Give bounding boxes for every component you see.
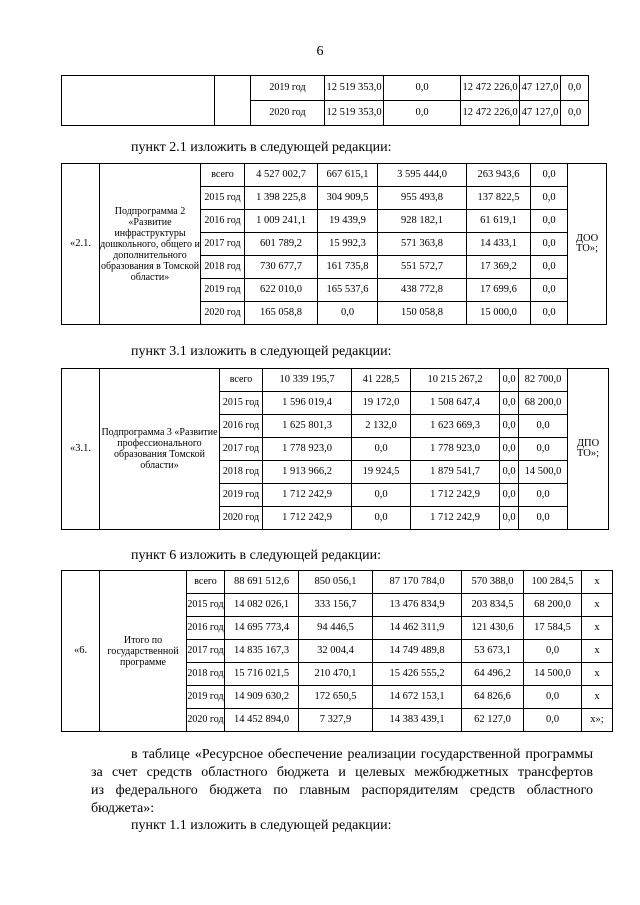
year-cell: 2016 год [201, 210, 245, 233]
value-cell: 667 615,1 [318, 164, 378, 187]
value-cell: 19 924,5 [352, 461, 411, 484]
value-cell: 0,0 [519, 438, 568, 461]
value-cell: 0,0 [561, 76, 589, 101]
executor-cell: х [582, 617, 613, 640]
value-cell: 17 699,6 [467, 279, 531, 302]
value-cell: 62 127,0 [462, 709, 524, 732]
year-cell: 2017 год [187, 640, 225, 663]
value-cell: 1 625 801,3 [263, 415, 352, 438]
value-cell: 13 476 834,9 [373, 594, 462, 617]
value-cell: 68 200,0 [524, 594, 582, 617]
section-6-table [61, 570, 613, 732]
year-cell: всего [187, 571, 225, 594]
value-cell: 0,0 [531, 187, 568, 210]
year-cell: 2019 год [201, 279, 245, 302]
value-cell: 32 004,4 [299, 640, 373, 663]
value-cell: 68 200,0 [519, 392, 568, 415]
value-cell: 955 493,8 [378, 187, 467, 210]
value-cell: 203 834,5 [462, 594, 524, 617]
value-cell: 1 712 242,9 [411, 484, 500, 507]
empty-cell [62, 76, 215, 126]
value-cell: 601 789,2 [245, 233, 318, 256]
value-cell: 850 056,1 [299, 571, 373, 594]
value-cell: 0,0 [500, 484, 519, 507]
top-table [61, 75, 589, 126]
value-cell: 14 695 773,4 [225, 617, 299, 640]
value-cell: 1 712 242,9 [411, 507, 500, 530]
value-cell: 15 716 021,5 [225, 663, 299, 686]
value-cell: 172 650,5 [299, 686, 373, 709]
value-cell: 0,0 [352, 507, 411, 530]
value-cell: 150 058,8 [378, 302, 467, 325]
value-cell: 7 327,9 [299, 709, 373, 732]
value-cell: 1 623 669,3 [411, 415, 500, 438]
value-cell: 53 673,1 [462, 640, 524, 663]
value-cell: 0,0 [318, 302, 378, 325]
value-cell: 4 527 002,7 [245, 164, 318, 187]
value-cell: 14 835 167,3 [225, 640, 299, 663]
value-cell: 438 772,8 [378, 279, 467, 302]
value-cell: 10 215 267,2 [411, 369, 500, 392]
value-cell: 0,0 [524, 640, 582, 663]
executor-cell: х [582, 571, 613, 594]
year-cell: 2020 год [251, 101, 325, 126]
value-cell: 14 082 026,1 [225, 594, 299, 617]
year-cell: 2017 год [220, 438, 263, 461]
value-cell: 0,0 [500, 461, 519, 484]
table-row [62, 76, 589, 101]
value-cell: 1 398 225,8 [245, 187, 318, 210]
value-cell: 165 058,8 [245, 302, 318, 325]
value-cell: 0,0 [352, 484, 411, 507]
value-cell: 14 462 311,9 [373, 617, 462, 640]
year-cell: 2020 год [201, 302, 245, 325]
year-cell: всего [201, 164, 245, 187]
value-cell: 0,0 [519, 507, 568, 530]
year-cell: 2020 год [187, 709, 225, 732]
executor-cell: х [582, 594, 613, 617]
value-cell: 137 822,5 [467, 187, 531, 210]
section-3-1-table [61, 368, 609, 530]
closing-line-4: бюджета»: [91, 801, 155, 816]
table-row [62, 164, 607, 187]
value-cell: 61 619,1 [467, 210, 531, 233]
program-name: Подпрограмма 2 «Развитие инфраструктуры дошкольного, общего и дополнительного образования в Томской области» [100, 164, 201, 325]
program-name: Итого по государственной программе [100, 571, 187, 732]
value-cell: 0,0 [519, 484, 568, 507]
value-cell: 0,0 [531, 164, 568, 187]
value-cell: 100 284,5 [524, 571, 582, 594]
year-cell: 2015 год [187, 594, 225, 617]
item-number: «3.1. [62, 369, 100, 530]
value-cell: 15 426 555,2 [373, 663, 462, 686]
year-cell: всего [220, 369, 263, 392]
value-cell: 14 749 489,8 [373, 640, 462, 663]
value-cell: 0,0 [500, 392, 519, 415]
value-cell: 19 439,9 [318, 210, 378, 233]
executor-cell: ДОО ТО»; [568, 164, 607, 325]
executor-cell: ДПО ТО»; [568, 369, 609, 530]
item-number: «6. [62, 571, 100, 732]
executor-cell: х»; [582, 709, 613, 732]
section-3-1-intro: пункт 3.1 изложить в следующей редакции: [131, 344, 392, 359]
value-cell: 12 519 353,0 [325, 101, 384, 126]
value-cell: 1 009 241,1 [245, 210, 318, 233]
value-cell: 0,0 [384, 101, 461, 126]
section-2-1-intro: пункт 2.1 изложить в следующей редакции: [131, 140, 392, 155]
value-cell: 0,0 [531, 279, 568, 302]
year-cell: 2018 год [220, 461, 263, 484]
year-cell: 2015 год [201, 187, 245, 210]
value-cell: 928 182,1 [378, 210, 467, 233]
executor-cell: х [582, 640, 613, 663]
closing-line-1: в таблице «Ресурсное обеспечение реализации государственной программы [131, 747, 593, 762]
value-cell: 551 572,7 [378, 256, 467, 279]
value-cell: 730 677,7 [245, 256, 318, 279]
value-cell: 19 172,0 [352, 392, 411, 415]
value-cell: 0,0 [561, 101, 589, 126]
item-number: «2.1. [62, 164, 100, 325]
year-cell: 2019 год [187, 686, 225, 709]
value-cell: 2 132,0 [352, 415, 411, 438]
value-cell: 47 127,0 [520, 101, 561, 126]
value-cell: 14 500,0 [519, 461, 568, 484]
value-cell: 0,0 [500, 369, 519, 392]
value-cell: 0,0 [519, 415, 568, 438]
value-cell: 1 778 923,0 [263, 438, 352, 461]
value-cell: 0,0 [384, 76, 461, 101]
executor-cell: х [582, 663, 613, 686]
empty-cell [215, 76, 251, 126]
executor-cell: х [582, 686, 613, 709]
value-cell: 570 388,0 [462, 571, 524, 594]
value-cell: 14 383 439,1 [373, 709, 462, 732]
value-cell: 17 584,5 [524, 617, 582, 640]
value-cell: 14 452 894,0 [225, 709, 299, 732]
value-cell: 14 672 153,1 [373, 686, 462, 709]
value-cell: 14 909 630,2 [225, 686, 299, 709]
value-cell: 0,0 [500, 507, 519, 530]
closing-line-2: за счет средств областного бюджета и целевых межбюджетных трансфертов [91, 765, 593, 780]
value-cell: 1 913 966,2 [263, 461, 352, 484]
table-row [62, 369, 609, 392]
value-cell: 47 127,0 [520, 76, 561, 101]
value-cell: 0,0 [500, 415, 519, 438]
value-cell: 0,0 [531, 233, 568, 256]
year-cell: 2016 год [187, 617, 225, 640]
value-cell: 121 430,6 [462, 617, 524, 640]
value-cell: 0,0 [531, 302, 568, 325]
year-cell: 2020 год [220, 507, 263, 530]
value-cell: 12 472 226,0 [461, 101, 520, 126]
value-cell: 94 446,5 [299, 617, 373, 640]
value-cell: 161 735,8 [318, 256, 378, 279]
value-cell: 64 826,6 [462, 686, 524, 709]
value-cell: 0,0 [531, 210, 568, 233]
value-cell: 82 700,0 [519, 369, 568, 392]
value-cell: 0,0 [352, 438, 411, 461]
value-cell: 1 712 242,9 [263, 484, 352, 507]
value-cell: 1 712 242,9 [263, 507, 352, 530]
value-cell: 87 170 784,0 [373, 571, 462, 594]
value-cell: 3 595 444,0 [378, 164, 467, 187]
closing-last-paragraph: пункт 1.1 изложить в следующей редакции: [131, 818, 392, 833]
program-name: Подпрограмма 3 «Развитие профессионального образования Томской области» [100, 369, 220, 530]
value-cell: 1 508 647,4 [411, 392, 500, 415]
section-2-1-table [61, 163, 607, 325]
value-cell: 17 369,2 [467, 256, 531, 279]
year-cell: 2018 год [201, 256, 245, 279]
value-cell: 571 363,8 [378, 233, 467, 256]
value-cell: 0,0 [531, 256, 568, 279]
value-cell: 1 879 541,7 [411, 461, 500, 484]
value-cell: 14 433,1 [467, 233, 531, 256]
year-cell: 2015 год [220, 392, 263, 415]
value-cell: 14 500,0 [524, 663, 582, 686]
value-cell: 12 519 353,0 [325, 76, 384, 101]
value-cell: 1 778 923,0 [411, 438, 500, 461]
year-cell: 2018 год [187, 663, 225, 686]
table-row [62, 571, 613, 594]
closing-line-3: из федерального бюджета по главным распорядителям средств областного [91, 783, 593, 798]
year-cell: 2019 год [220, 484, 263, 507]
value-cell: 333 156,7 [299, 594, 373, 617]
value-cell: 64 496,2 [462, 663, 524, 686]
value-cell: 10 339 195,7 [263, 369, 352, 392]
value-cell: 165 537,6 [318, 279, 378, 302]
value-cell: 88 691 512,6 [225, 571, 299, 594]
value-cell: 0,0 [524, 686, 582, 709]
year-cell: 2016 год [220, 415, 263, 438]
value-cell: 41 228,5 [352, 369, 411, 392]
value-cell: 1 596 019,4 [263, 392, 352, 415]
value-cell: 263 943,6 [467, 164, 531, 187]
value-cell: 15 992,3 [318, 233, 378, 256]
value-cell: 622 010,0 [245, 279, 318, 302]
value-cell: 12 472 226,0 [461, 76, 520, 101]
value-cell: 210 470,1 [299, 663, 373, 686]
value-cell: 0,0 [524, 709, 582, 732]
page-number: 6 [316, 44, 324, 59]
year-cell: 2019 год [251, 76, 325, 101]
value-cell: 0,0 [500, 438, 519, 461]
section-6-intro: пункт 6 изложить в следующей редакции: [131, 548, 381, 563]
value-cell: 15 000,0 [467, 302, 531, 325]
year-cell: 2017 год [201, 233, 245, 256]
value-cell: 304 909,5 [318, 187, 378, 210]
